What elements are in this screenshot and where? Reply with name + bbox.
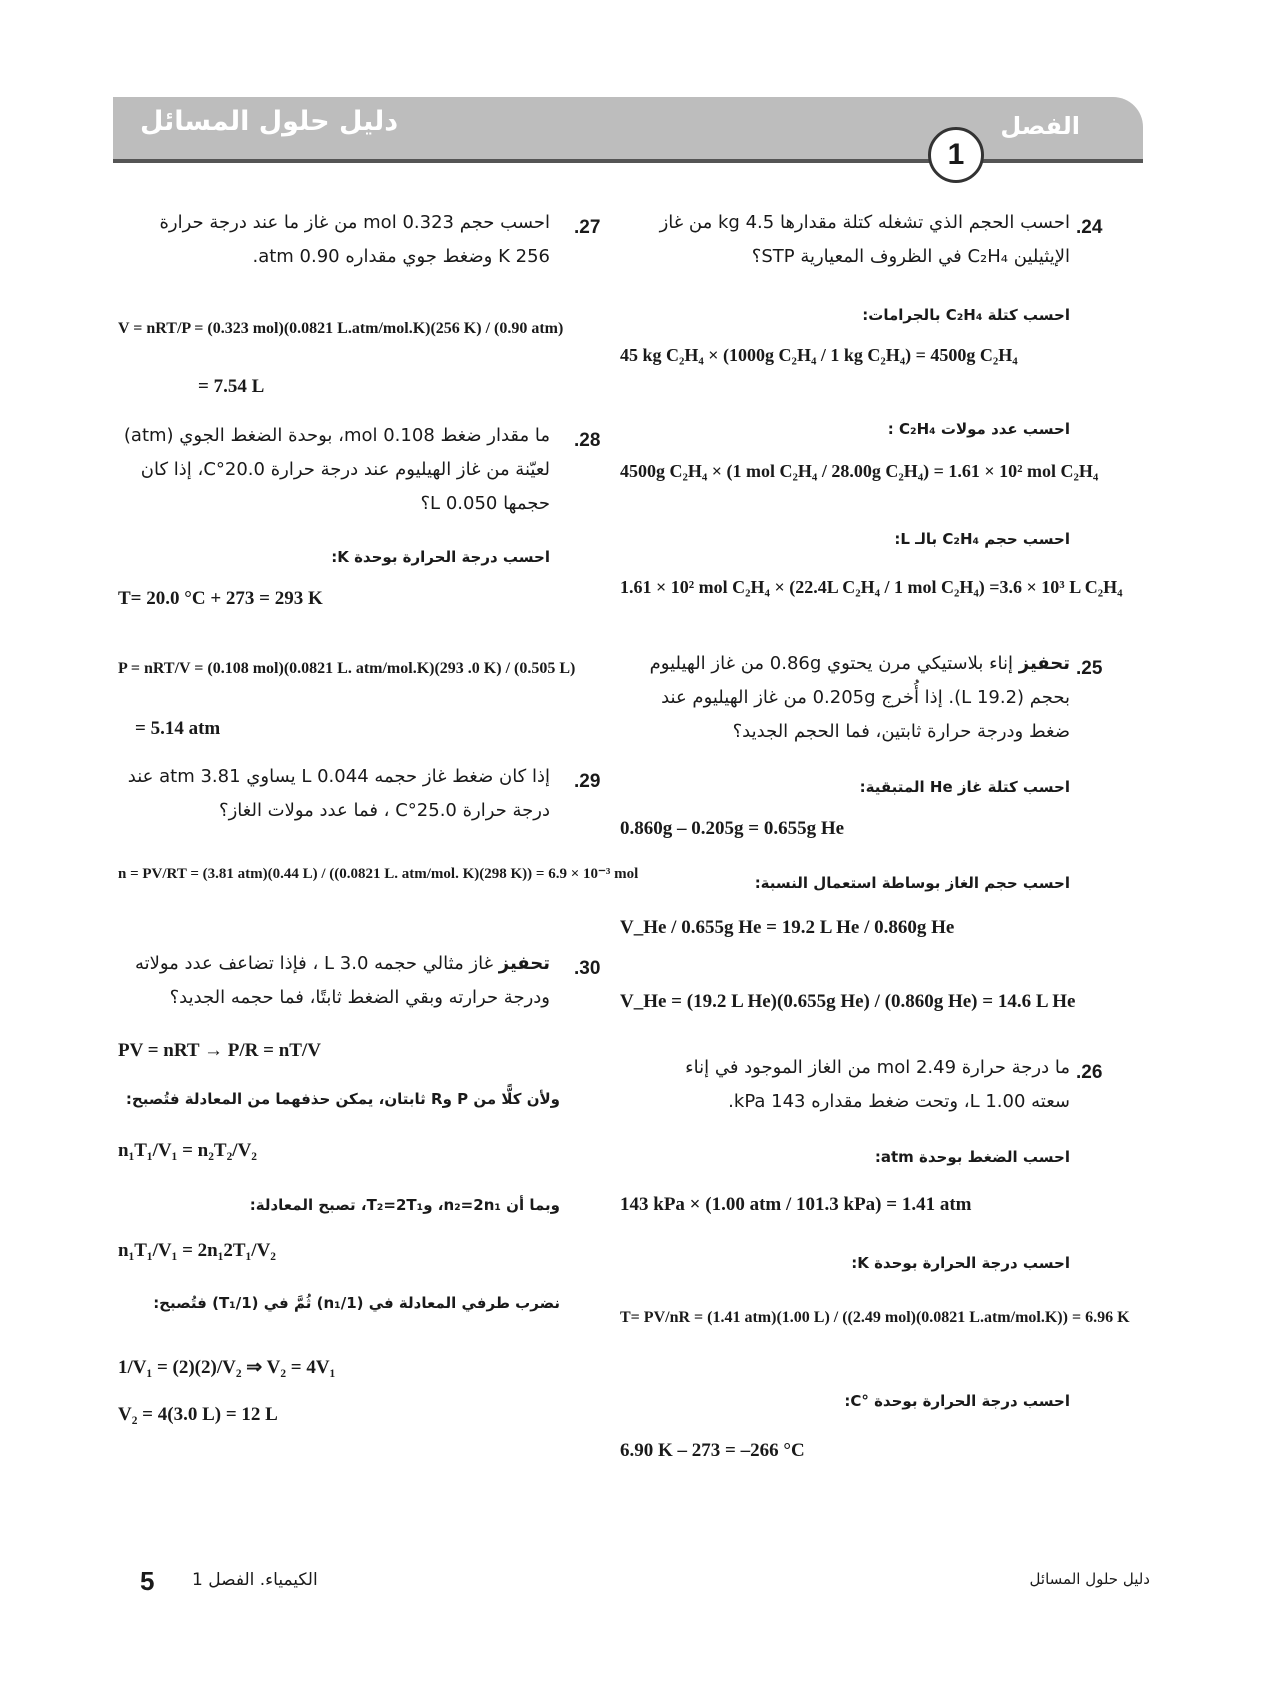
equation: 4500g C₂H₄ × (1 mol C₂H₄ / 28.00g C₂H₄) = 1.61 × 10² mol C₂H₄ (620, 461, 1099, 481)
problem-number: .25 (1076, 658, 1103, 679)
equation: 6.90 K – 273 = –266 °C (620, 1440, 805, 1461)
page-number: 5 (140, 1566, 155, 1596)
footer-book-title: الكيمياء. الفصل 1 (192, 1570, 318, 1590)
equation: V_He / 0.655g He = 19.2 L He / 0.860g He (620, 917, 955, 938)
problem-text: 256 K وضغط جوي مقداره 0.90 atm. (252, 246, 550, 267)
problem-text: ودرجة حرارته وبقي الضغط ثابتًا، فما حجمه الجديد؟ (169, 987, 550, 1008)
step-label: احسب حجم الغاز بوساطة استعمال النسبة: (754, 874, 1070, 892)
equation: n₁T₁/V₁ = 2n₁2T₁/V₂ (118, 1240, 276, 1261)
header-underline (113, 159, 1143, 163)
problem-text-row (100, 947, 550, 981)
problem-number: .26 (1076, 1062, 1103, 1083)
problem-number: .27 (574, 217, 601, 238)
problem-text: غاز مثالي حجمه 3.0 L ، فإذا تضاعف عدد مولاته (134, 953, 494, 974)
equation: 0.860g – 0.205g = 0.655g He (620, 818, 845, 839)
step-label: نضرب طرفي المعادلة في (1/n₁) ثُمَّ في (1/T₁) فتُصبح: (153, 1294, 560, 1312)
equation: T= PV/nR = (1.41 atm)(1.00 L) / ((2.49 mol)(0.0821 L.atm/mol.K)) = 6.96 K (620, 1309, 1130, 1326)
equation: n₁T₁/V₁ = n₂T₂/V₂ (118, 1140, 257, 1161)
step-label: احسب درجة الحرارة بوحدة K: (851, 1254, 1070, 1272)
footer-section-title: دليل حلول المسائل (1029, 1570, 1150, 1588)
problem-number: .30 (574, 958, 601, 979)
equation: 143 kPa × (1.00 atm / 101.3 kPa) = 1.41 atm (620, 1194, 972, 1215)
problem-text: احسب الحجم الذي تشغله كتلة مقدارها 4.5 kg من غاز (659, 212, 1070, 233)
keyword-challenge: تحفيز (1018, 653, 1070, 674)
step-label: احسب حجم C₂H₄ بالـ L: (894, 530, 1070, 548)
equation: 45 kg C₂H₄ × (1000g C₂H₄ / 1 kg C₂H₄) = 4500g C₂H₄ (620, 345, 1018, 365)
keyword-challenge: تحفيز (498, 953, 550, 974)
equation: P = nRT/V = (0.108 mol)(0.0821 L. atm/mol.K)(293 .0 K) / (0.505 L) (118, 660, 576, 677)
equation: V₂ = 4(3.0 L) = 12 L (118, 1404, 278, 1425)
problem-number: .28 (574, 430, 601, 451)
problem-text: الإيثيلين C₂H₄ في الظروف المعيارية STP؟ (751, 246, 1070, 267)
problem-text: ما مقدار ضغط 0.108 mol، بوحدة الضغط الجوي (atm) (123, 425, 550, 446)
problem-text: حجمها 0.050 L؟ (420, 493, 550, 514)
equation: n = PV/RT = (3.81 atm)(0.44 L) / ((0.0821 L. atm/mol. K)(298 K)) = 6.9 × 10⁻³ mol (118, 866, 639, 882)
problem-text: إناء بلاستيكي مرن يحتوي 0.86g من غاز الهيليوم (649, 653, 1014, 674)
equation: 1.61 × 10² mol C₂H₄ × (22.4L C₂H₄ / 1 mol C₂H₄) =3.6 × 10³ L C₂H₄ (620, 577, 1123, 597)
problem-text: سعته 1.00 L، وتحت ضغط مقداره 143 kPa. (728, 1091, 1070, 1112)
problem-text: احسب حجم 0.323 mol من غاز ما عند درجة حرارة (159, 212, 550, 233)
chapter-number-badge: 1 (928, 127, 984, 183)
problem-text-row (600, 647, 1070, 681)
problem-text: بحجم (19.2 L). إذا أُخرج 0.205g من غاز الهيليوم عند (661, 687, 1070, 708)
equation: PV = nRT → P/R = nT/V (118, 1040, 321, 1061)
equation: 1/V₁ = (2)(2)/V₂ ⇒ V₂ = 4V₁ (118, 1357, 336, 1378)
page-title: دليل حلول المسائل (140, 106, 399, 137)
step-label: احسب كتلة غاز He المتبقية: (859, 778, 1070, 796)
problem-text: درجة حرارة 25.0°C ، فما عدد مولات الغاز؟ (219, 800, 550, 821)
step-label: احسب كتلة C₂H₄ بالجرامات: (862, 306, 1070, 324)
step-label: احسب درجة الحرارة بوحدة K: (331, 548, 550, 566)
step-label: وبما أن n₂=2n₁، وT₂=2T₁، تصبح المعادلة: (249, 1196, 560, 1214)
problem-text: لعيّنة من غاز الهيليوم عند درجة حرارة 20.0°C، إذا كان (140, 459, 550, 480)
step-label: احسب درجة الحرارة بوحدة °C: (844, 1392, 1070, 1410)
problem-number: .24 (1076, 217, 1103, 238)
step-label: احسب الضغط بوحدة atm: (874, 1148, 1070, 1166)
problem-text: إذا كان ضغط غاز حجمه 0.044 L يساوي 3.81 atm عند (127, 766, 550, 787)
equation: = 5.14 atm (135, 718, 221, 739)
equation: V_He = (19.2 L He)(0.655g He) / (0.860g He) = 14.6 L He (620, 991, 1076, 1012)
step-label: ولأن كلًّا من P وR ثابتان، يمكن حذفهما من المعادلة فتُصبح: (125, 1090, 560, 1108)
equation: V = nRT/P = (0.323 mol)(0.0821 L.atm/mol.K)(256 K) / (0.90 atm) (118, 320, 564, 337)
step-label: احسب عدد مولات C₂H₄ : (887, 420, 1070, 438)
chapter-label: الفصل (1000, 112, 1080, 140)
equation: T= 20.0 °C + 273 = 293 K (118, 588, 323, 609)
problem-text: ضغط ودرجة حرارة ثابتين، فما الحجم الجديد؟ (732, 721, 1070, 742)
problem-text: ما درجة حرارة 2.49 mol من الغاز الموجود في إناء (685, 1057, 1070, 1078)
equation: = 7.54 L (198, 376, 265, 397)
problem-number: .29 (574, 771, 601, 792)
